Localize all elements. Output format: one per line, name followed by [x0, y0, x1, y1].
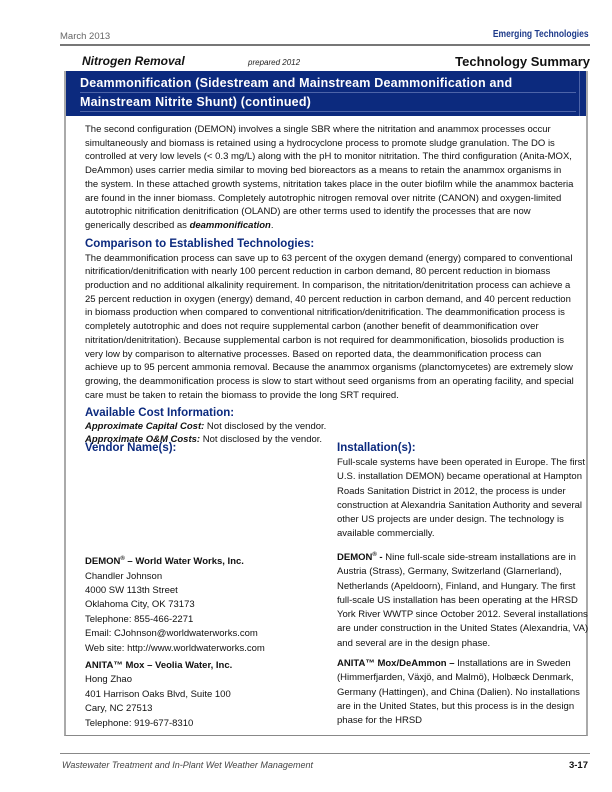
- vendor-email: Email: CJohnson@worldwaterworks.com: [85, 628, 258, 640]
- banner-line-1: Deammonification (Sidestream and Mainstream Deammonification and: [80, 74, 576, 93]
- vendor-contact: Hong Zhao: [85, 674, 133, 686]
- vendor-city: Oklahoma City, OK 73173: [85, 599, 195, 611]
- header-rule: [60, 44, 590, 46]
- vendor-name: ANITA™ Mox – Veolia Water, Inc.: [85, 660, 233, 671]
- summary-box: [64, 71, 588, 736]
- banner-line-2: Mainstream Nitrite Shunt) (continued): [80, 93, 576, 112]
- installation-heading: Installation(s):: [337, 442, 416, 454]
- comparison-paragraph: The deammonification process can save up to 63 percent of the oxygen demand (energy) compared to conventional nitrification/denitrification with nearly 100 percent reduction in carbon demand, 80 percent reduction in biomass production and no additional alkalinity requirement. In comparison, the nitritation/denitritation process can achieve a 25 percent reduction in oxygen (energy) demand, 40 percent reduction in carbon demand, and 40 percent reduction in biomass production when compared to conventional nitrification/denitrification. The deammonification process is completely autotrophic and does not require supplemental carbon (another benefit of deammonification over nitritation/denitritation). Because supplemental carbon is not required for deammonification, biosolids production is very low by comparison to alternative processes. Based on reported data, the deammonification process can achieve up to 95 percent ammonia removal. Because the anammox organisms (planctomycetes) are extremely slow growing, the deammonification process is slow to start without seed organisms from an operating facility, and special care must be taken to retain the biomass to provide the long SRT required.: [85, 252, 574, 401]
- vendor-heading: Vendor Name(s):: [85, 442, 177, 454]
- intro-emphasis: deammonification: [189, 219, 271, 231]
- body-content: [85, 123, 576, 446]
- vendor-column: [85, 441, 330, 731]
- installation-column: [337, 441, 589, 729]
- topic-title: Nitrogen Removal: [82, 54, 185, 68]
- capital-cost-label: Approximate Capital Cost:: [85, 421, 205, 433]
- header-date: March 2013: [60, 31, 111, 42]
- om-cost-value: Not disclosed by the vendor.: [200, 433, 323, 445]
- doc-type-title: Technology Summary: [455, 54, 590, 69]
- capital-cost-value: Not disclosed by the vendor.: [204, 421, 327, 433]
- installation-anita: ANITA™ Mox/DeAmmon – Installations are in Sweden (Himmerfjarden, Växjö, and Malmö), Holbæck Denmark, Germany (Hattingen), and China (Dalien). No installations are in the United States, but this process is in the design phase for the HRSD: [337, 658, 580, 727]
- vendor-name: DEMON® – World Water Works, Inc.: [85, 556, 244, 568]
- vendor-phone: Telephone: 919-677-8310: [85, 717, 194, 729]
- prepared-note: prepared 2012: [248, 58, 301, 67]
- header-series: Emerging Technologies: [493, 29, 589, 40]
- installation-demon: DEMON® - Nine full-scale side-stream installations are in Austria (Strass), Germany, Switzerland (Glarnerland), Netherlands (Apeldoorn), Finland, and Hungary. The first full-scale US installation has been operating at the HRSD York River WWTP since October 2012. Several installations are under construction in the United States (Alexandria, VA) and several are in the design phase.: [337, 551, 589, 649]
- page-number: 3-17: [568, 760, 588, 771]
- vendor-phone: Telephone: 855-466-2271: [85, 613, 194, 625]
- banner-divider: [579, 71, 580, 116]
- cost-heading: Available Cost Information:: [85, 407, 235, 420]
- vendor-city: Cary, NC 27513: [85, 703, 153, 715]
- intro-text: The second configuration (DEMON) involves a single SBR where the nitritation and anammox processes occur simultaneously and biomass is retained using a hydrocyclone process to promote sludge granulation. The DO is controlled at very low levels (< 0.3 mg/L) along with the pH to monitor nitritation. The third configuration (Anita-MOX, DeAmmon) uses carrier media similar to moving bed bioreactors as a means to retain the anammox organisms in the system. In these attached growth systems, nitritation takes place in the outer biofilm while the anammox bacteria are found in the inner biomass. Completely autotrophic nitrogen removal over nitrite (CANON) and oxygen-limited autotrophic nitrification denitrification (OLAND) are other terms used to identify the processes that are now generically described as: [85, 124, 574, 231]
- comparison-heading: Comparison to Established Technologies:: [85, 237, 315, 250]
- title-banner: [66, 71, 586, 116]
- om-cost-label: Approximate O&M Costs:: [85, 433, 201, 445]
- vendor-demon: [85, 552, 330, 656]
- footer-title: Wastewater Treatment and In-Plant Wet Weather Management: [62, 760, 313, 770]
- vendor-anita: [85, 659, 330, 731]
- vendor-address: 401 Harrison Oaks Blvd, Suite 100: [85, 688, 231, 700]
- intro-end: .: [270, 219, 274, 231]
- footer-rule: [60, 753, 590, 754]
- capital-cost: [85, 421, 576, 433]
- installation-general: Full-scale systems have been operated in Europe. The first U.S. installation DEMON) became operational at Hampton Roads Sanitation District in 2012, the process is under construction at Alexandria Sanitation Authority and several other US projects are under design. The technology is available commercially.: [337, 457, 586, 540]
- intro-paragraph: [85, 123, 576, 233]
- vendor-address: 4000 SW 113th Street: [85, 584, 178, 596]
- vendor-website: Web site: http://www.worldwaterworks.com: [85, 642, 265, 654]
- vendor-contact: Chandler Johnson: [85, 570, 163, 582]
